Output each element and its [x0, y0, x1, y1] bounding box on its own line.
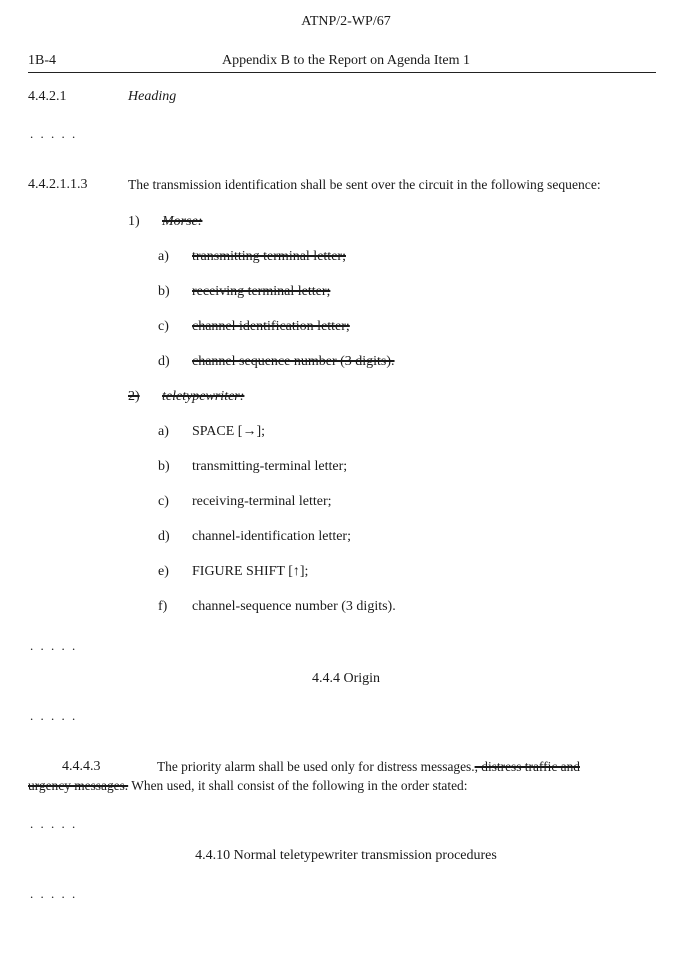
- section-number: 4.4.2.1: [28, 89, 67, 104]
- list-item: a) transmitting terminal letter;: [158, 249, 346, 264]
- list-item-morse: 1) Morse:: [128, 214, 203, 229]
- running-title: Appendix B to the Report on Agenda Item 1: [221, 53, 471, 68]
- paragraph-line: urgency messages. When used, it shall consist of the following in the order stated:: [28, 778, 468, 793]
- section-heading: Heading: [128, 89, 177, 104]
- list-item: b) transmitting-terminal letter;: [158, 459, 348, 474]
- ellipsis: . . . . .: [30, 708, 78, 723]
- ellipsis: . . . . .: [30, 886, 78, 901]
- ellipsis: . . . . .: [30, 126, 78, 141]
- list-item: c) channel identification letter;: [158, 319, 350, 334]
- list-item: e) FIGURE SHIFT [↑];: [158, 564, 309, 579]
- list-item: d) channel-identification letter;: [158, 529, 351, 544]
- header-rule: [28, 72, 656, 73]
- paragraph-line: The priority alarm shall be used only for distress messages., distress traffic and: [157, 759, 580, 774]
- section-text: The transmission identification shall be sent over the circuit in the following sequence:: [128, 177, 601, 192]
- list-item: d) channel sequence number (3 digits).: [158, 354, 395, 369]
- section-number: 4.4.2.1.1.3: [28, 177, 88, 192]
- list-item: a) SPACE [→];: [158, 424, 266, 439]
- ellipsis: . . . . .: [30, 816, 78, 831]
- section-title: 4.4.4 Origin: [311, 671, 381, 686]
- page-number: 1B-4: [28, 53, 56, 68]
- list-item: f) channel-sequence number (3 digits).: [158, 599, 396, 614]
- list-item-teletypewriter: 2) teletypewriter:: [128, 389, 245, 404]
- list-item: c) receiving-terminal letter;: [158, 494, 332, 509]
- document-number: ATNP/2-WP/67: [301, 14, 391, 29]
- section-title: 4.4.10 Normal teletypewriter transmission procedures: [195, 848, 497, 863]
- list-item: b) receiving terminal letter;: [158, 284, 331, 299]
- ellipsis: . . . . .: [30, 638, 78, 653]
- section-number: 4.4.4.3: [62, 759, 101, 774]
